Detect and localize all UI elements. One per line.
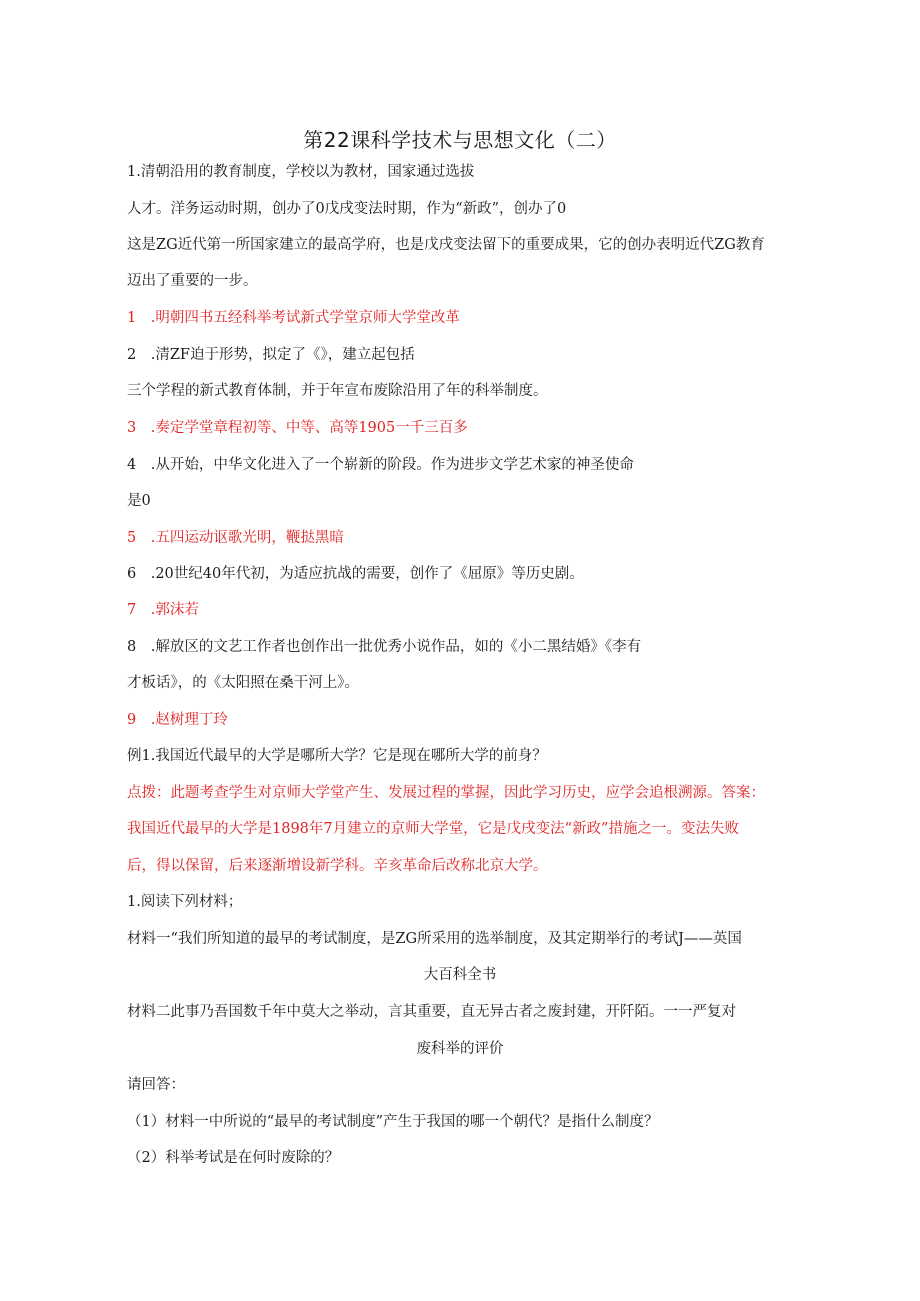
explanation-line-3: 后，得以保留，后来逐渐增设新学科。辛亥革命后改称北京大学。 — [127, 858, 548, 874]
material-two-source: 废科举的评价 — [416, 1041, 504, 1057]
text-line-7: 4 .从开始，中华文化进入了一个崭新的阶段。作为进步文学艺术家的神圣使命 — [127, 457, 634, 473]
text-line-10: 8 .解放区的文艺工作者也创作出一批优秀小说作品，如的《小二黑结婚》《李有 — [127, 639, 642, 655]
answer-line-5: 5 .五四运动讴歌光明，鞭挞黑暗 — [127, 530, 344, 546]
answer-line-1: 1 .明朝四书五经科举考试新式学堂京师大学堂改革 — [127, 310, 460, 326]
text-line-6: 三个学程的新式教育体制，并于年宣布废除沿用了年的科举制度。 — [127, 383, 548, 399]
text-line-9: 6 .20世纪40年代初，为适应抗战的需要，创作了《屈原》等历史剧。 — [127, 566, 584, 582]
explanation-line-2: 我国近代最早的大学是1898年7月建立的京师大学堂，它是戊戌变法“新政”措施之一。变法失败 — [127, 821, 739, 837]
material-two: 材料二此事乃吾国数千年中莫大之举动，言其重要，直无异古者之废封建，开阡陌。一一严复对 — [127, 1004, 736, 1020]
answer-line-9: 9 .赵树理丁玲 — [127, 712, 228, 728]
material-one: 材料一“我们所知道的最早的考试制度，是ZG所采用的选举制度，及其定期举行的考试J——英国 — [127, 931, 742, 947]
answer-prompt: 请回答： — [127, 1077, 185, 1093]
text-line-8: 是0 — [127, 493, 151, 509]
answer-line-3: 3 .奏定学堂章程初等、中等、高等1905一千三百多 — [127, 420, 468, 436]
text-line-1: 1.清朝沿用的教育制度，学校以为教材，国家通过选拔 — [127, 164, 475, 180]
text-line-3: 这是ZG近代第一所国家建立的最高学府，也是戊戌变法留下的重要成果，它的创办表明近代ZG教育 — [127, 237, 765, 253]
question-1: （1）材料一中所说的“最早的考试制度”产生于我国的哪一个朝代？是指什么制度？ — [127, 1114, 659, 1130]
question-2: （2）科举考试是在何时废除的？ — [127, 1150, 340, 1166]
exercise-heading: 1.阅读下列材料； — [127, 894, 243, 910]
text-line-4: 迈出了重要的一步。 — [127, 273, 258, 289]
explanation-line-1: 点拨：此题考查学生对京师大学堂产生、发展过程的掌握，因此学习历史，应学会追根溯源。答案： — [127, 785, 765, 801]
answer-line-7: 7 .郭沫若 — [127, 602, 199, 618]
material-one-source: 大百科全书 — [423, 967, 497, 983]
example-question: 例1.我国近代最早的大学是哪所大学？它是现在哪所大学的前身？ — [127, 748, 547, 764]
text-line-2: 人才。洋务运动时期，创办了0戊戌变法时期，作为“新政”，创办了0 — [127, 201, 567, 217]
text-line-5: 2 .清ZF迫于形势，拟定了《》，建立起包括 — [127, 347, 415, 363]
page-title: 第22课科学技术与思想文化（二） — [303, 128, 617, 152]
text-line-11: 才板话》，的《太阳照在桑干河上》。 — [127, 675, 359, 691]
